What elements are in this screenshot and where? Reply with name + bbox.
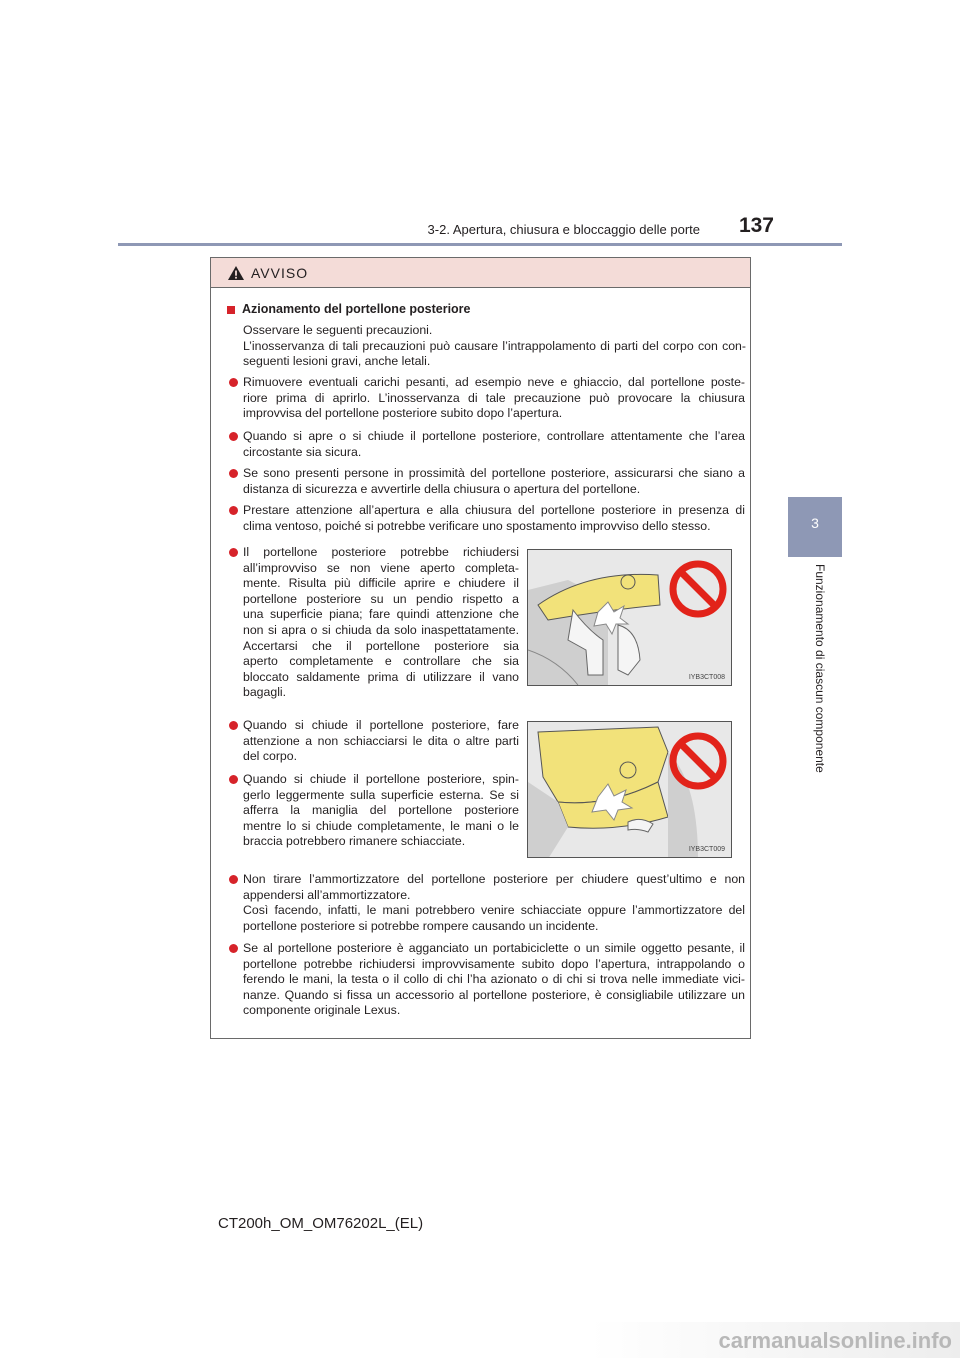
bullet-line: braccia potrebbero rimanere schiacciate. (243, 834, 466, 849)
bullet-line: all’improvviso se non viene aperto completa- (243, 560, 519, 575)
square-bullet-icon (227, 306, 235, 314)
bullet-dot-icon (229, 944, 238, 953)
bullet-line: bagagli. (243, 685, 287, 700)
header-section-title: 3-2. Apertura, chiusura e bloccaggio delle porte (427, 222, 700, 237)
tailgate-illustration-hands (527, 721, 732, 858)
bullet-item (229, 718, 519, 765)
bullet-dot-icon (229, 875, 238, 884)
bullet-line: bloccato saldamente prima di utilizzare il vano (243, 669, 519, 684)
prohibition-icon (669, 560, 727, 618)
bullet-dot-icon (229, 432, 238, 441)
prohibition-icon (669, 732, 727, 790)
chapter-side-label (813, 564, 827, 794)
bullet-dot-icon (229, 721, 238, 730)
bullet-line: mentre lo si chiude completamente, le mani o le (243, 818, 519, 833)
header-divider (118, 243, 842, 246)
bullet-line: nanze. Quando si fissa un accessorio al portellone posteriore, è consigliabile utilizzare un (243, 987, 745, 1002)
bullet-line: Prestare attenzione all’apertura e alla chiusura del portellone posteriore in presenza di (243, 503, 745, 517)
bullet-item (229, 429, 745, 460)
document-code: CT200h_OM_OM76202L_(EL) (218, 1215, 424, 1232)
bullet-line: Se al portellone posteriore è agganciato un portabiciclette o un simile oggetto pesante, il (243, 941, 745, 955)
bullet-line: del corpo. (243, 749, 298, 764)
bullet-line: Se sono presenti persone in prossimità del portellone posteriore, assicurarsi che siano a (243, 466, 745, 480)
tailgate-illustration-slope (527, 549, 732, 686)
bullet-line: gerlo leggermente sulla superficie esterna. Se si (243, 787, 519, 802)
bullet-line: portellone posteriore si potrebbe rompere causando un incidente. (243, 918, 599, 933)
page-number: 137 (738, 214, 774, 237)
warning-header (211, 258, 750, 288)
bullet-item (229, 545, 519, 701)
illustration-code: IYB3CT009 (688, 846, 725, 853)
bullet-item (229, 466, 745, 497)
warning-triangle-icon (227, 265, 245, 281)
bullet-line: ferendo le mani, la testa o il collo di chi l’ha azionato o di chi si trova nelle immediate vici- (243, 972, 745, 987)
bullet-line: portellone posteriore su un pendio rispetto a (243, 591, 519, 606)
bullet-line: Così facendo, infatti, le mani potrebbero venire schiacciate oppure l’ammortizzatore del (243, 903, 745, 918)
bullet-line: aperto completamente e controllare che sia (243, 654, 519, 669)
bullet-line: attenzione a non schiacciarsi le dita o altre parti (243, 733, 519, 748)
intro-line: seguenti lesioni gravi, anche letali. (243, 354, 431, 369)
bullet-line: portellone potrebbe richiudersi improvvisamente subito dopo l’apertura, intrappolando o (243, 956, 745, 971)
bullet-item (229, 872, 745, 934)
section-heading (227, 302, 471, 318)
bullet-line: Il portellone posteriore potrebbe richiudersi (243, 545, 519, 559)
bullet-line: Quando si apre o si chiude il portellone posteriore, controllare attentamente che l’area (243, 429, 745, 443)
bullet-line: afferra la maniglia del portellone posteriore (243, 803, 519, 818)
bullet-line: clima ventoso, poiché si potrebbe verificare uno spostamento improvviso dello stesso. (243, 518, 711, 533)
bullet-line: Non tirare l’ammortizzatore del portellone posteriore per chiudere quest’ultimo e non (243, 872, 745, 886)
illustration-code: IYB3CT008 (688, 674, 725, 681)
bullet-line: mente. Risulta più difficile aprire e chiudere il (243, 576, 519, 591)
bullet-dot-icon (229, 378, 238, 387)
bullet-dot-icon (229, 775, 238, 784)
bullet-line: circostante sia sicura. (243, 444, 362, 459)
bullet-line: appendersi all’ammortizzatore. (243, 887, 411, 902)
bullet-line: improvvisa del portellone posteriore subito dopo l’apertura. (243, 406, 563, 421)
bullet-line: non si apra o si chiuda da solo inaspettatamente. (243, 622, 519, 637)
bullet-dot-icon (229, 548, 238, 557)
bullet-line: una superficie piana; fare quindi attenzione che (243, 607, 519, 622)
bullet-line: Quando si chiude il portellone posteriore, fare (243, 718, 519, 732)
bullet-item (229, 772, 519, 850)
warning-box (210, 257, 751, 1039)
intro-line: L’inosservanza di tali precauzioni può causare l’intrappolamento di parti del corpo con con- (243, 338, 746, 353)
bullet-line: Accertarsi che il portellone posteriore sia (243, 638, 519, 653)
section-heading-text: Azionamento del portellone posteriore (242, 302, 471, 316)
bullet-item (229, 941, 745, 1019)
watermark: carmanualsonline.info (590, 1322, 960, 1358)
bullet-line: componente originale Lexus. (243, 1003, 401, 1018)
intro-line: Osservare le seguenti precauzioni. (243, 323, 433, 337)
intro-paragraph (243, 323, 746, 370)
bullet-line: distanza di sicurezza e avvertirle della chiusura o apertura del portellone. (243, 481, 641, 496)
bullet-line: Quando si chiude il portellone posteriore, spin- (243, 772, 519, 786)
bullet-item (229, 375, 745, 422)
bullet-dot-icon (229, 469, 238, 478)
chapter-title: Funzionamento di ciascun componente (813, 564, 827, 773)
warning-title: AVVISO (251, 264, 309, 281)
bullet-dot-icon (229, 506, 238, 515)
chapter-tab: 3 (788, 497, 842, 557)
bullet-item (229, 503, 745, 534)
bullet-line: Rimuovere eventuali carichi pesanti, ad esempio neve e ghiaccio, dal portellone poste- (243, 375, 745, 389)
bullet-line: riore prima di aprirlo. L’inosservanza di tale precauzione può provocare la chiusura (243, 390, 745, 405)
